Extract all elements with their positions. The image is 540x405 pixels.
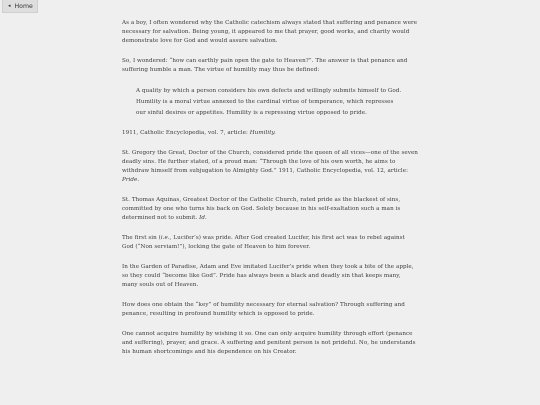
paragraph-aquinas: St. Thomas Aquinas, Greatest Doctor of the Catholic Church, rated pride as the blackest of sins, committed by one who turns his back on God. Solely because in his self-exaltation such a man is determined not to submit. Id. <box>122 196 401 222</box>
paragraph-lucifer: The first sin (i.e., Lucifer’s) was pride. After God created Lucifer, his first act was to rebel against God (“Non serviam!”), locking the gate of Heaven to him forever. <box>122 235 405 251</box>
citation-humility: 1911, Catholic Encyclopedia, vol. 7, article: Humility. <box>122 129 276 136</box>
paragraph-garden: In the Garden of Paradise, Adam and Eve imitated Lucifer’s pride when they took a bite of the apple, so they could “become like God”. Pride has always been a black and deadly sin that keeps many, many souls out of Heaven. <box>122 263 414 289</box>
paragraph-acquire: One cannot acquire humility by wishing it so. One can only acquire humility through effort (penance and suffering), prayer, and grace. A suffering and penitent person is not prideful. No, he understands his human shortcomings and his dependence on his Creator. <box>122 330 416 356</box>
paragraph-intro: As a boy, I often wondered why the Catholic catechism always stated that suffering and penance were necessary for salvation. Being young, it appeared to me that prayer, good works, and charity would demonstrate love for God and would assure salvation. <box>122 20 418 45</box>
paragraph-question: So, I wondered: “how can earthly pain open the gate to Heaven?”. The answer is that penance and suffering humble a man. The virtue of humility may thus be defined: <box>122 58 408 74</box>
humility-definition-quote: A quality by which a person considers his own defects and willingly submits himself to God. Humility is a moral virtue annexed to the cardinal virtue of temperance, which represses our sinful desires or appetites. Humility is a repressing virtue opposed to pride. <box>136 88 402 116</box>
home-button[interactable] <box>2 0 38 13</box>
back-arrow-icon: ◂ <box>8 3 11 9</box>
paragraph-gregory: St. Gregory the Great, Doctor of the Church, considered pride the queen of all vices—one of the seven deadly sins. He further stated, of a proud man: “Through the love of his own worth, he aims to withdraw himself from subjugation to Almighty God.” 1911, Catholic Encyclopedia, vol. 12, article: Pride. <box>122 149 418 184</box>
home-button-label: Home <box>14 2 33 10</box>
paragraph-key: How does one obtain the “key” of humility necessary for eternal salvation? Through suffering and penance, resulting in profound humility which is opposed to pride. <box>122 302 405 318</box>
article-body <box>122 19 418 368</box>
